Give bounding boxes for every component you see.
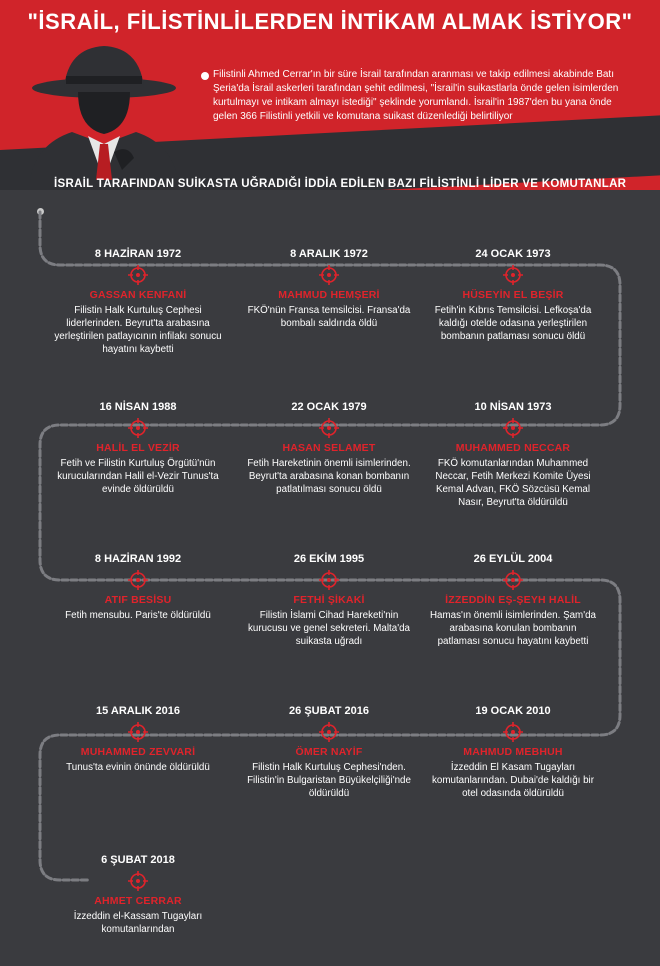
timeline-event <box>428 704 598 800</box>
event-name: İZZEDDİN EŞ-ŞEYH HALİL <box>445 594 581 606</box>
crosshair-icon <box>318 417 340 439</box>
event-description: Fetih mensubu. Paris'te öldürüldü <box>65 610 211 621</box>
event-date: 8 HAZİRAN 1992 <box>94 553 182 565</box>
timeline-event <box>244 552 414 648</box>
event-date: 26 EKİM 1995 <box>293 553 365 565</box>
event-name: ATIF BESİSU <box>104 594 172 606</box>
timeline-event <box>53 853 223 936</box>
event-name: AHMET CERRAR <box>94 895 182 907</box>
event-description: FKÖ komutanlarından Muhammed Neccar, Fetih Merkezi Komite Üyesi Kemal Advan, FKÖ Sözcüsü Kemal Nasır, Beyrut'ta öldürüldü <box>435 458 591 508</box>
event-name: MAHMUD MEBHUH <box>463 746 563 758</box>
timeline-event <box>53 400 223 496</box>
event-date: 19 OCAK 2010 <box>475 705 551 717</box>
page-title: "İSRAİL, FİLİSTİNLİLERDEN İNTİKAM ALMAK İSTİYOR" <box>27 9 633 34</box>
event-description: Filistin Halk Kurtuluş Cephesi'nden. Filistin'in Bulgaristan Büyükelçiliği'nde öldürüldü <box>247 762 411 799</box>
event-description: Fetih ve Filistin Kurtuluş Örgütü'nün kurucularından Halil el-Vezir Tunus'ta evinde öldürüldü <box>57 458 219 495</box>
crosshair-icon <box>502 264 524 286</box>
crosshair-icon <box>127 569 149 591</box>
intro-text: Filistinli Ahmed Cerrar'ın bir süre İsrail tarafından aranması ve takip edilmesi akabinde Batı Şeria'da İsrail askerleri tarafından şehit edilmesi, "İsrail'in suikastlarla önde gelen isimlerden kurtulmayı ve intikam almayı istediği" şeklinde yorumlandı. İsrail'in 1987'den bu yana önde gelen 366 Filistinli yetkili ve komutana suikast düzenlediği belirtiliyor <box>213 69 619 122</box>
timeline-event <box>244 400 414 496</box>
timeline-event <box>53 552 223 622</box>
crosshair-icon <box>502 569 524 591</box>
event-date: 16 NİSAN 1988 <box>99 401 177 413</box>
crosshair-icon <box>318 264 340 286</box>
timeline-event <box>53 247 223 356</box>
timeline-event <box>244 704 414 800</box>
event-description: Fetih Hareketinin önemli isimlerinden. Beyrut'ta arabasına konan bombanın patlatılması sonucu öldü <box>247 458 411 495</box>
crosshair-icon <box>502 417 524 439</box>
event-description: İzzeddin El Kasam Tugayları komutanlarından. Dubai'de kaldığı bir otel odasında öldürüldü <box>432 762 594 799</box>
event-date: 6 ŞUBAT 2018 <box>101 854 175 866</box>
crosshair-icon <box>502 721 524 743</box>
timeline-event <box>428 247 598 343</box>
event-name: HASAN SELAMET <box>282 442 376 454</box>
timeline-event <box>244 247 414 330</box>
event-date: 8 HAZİRAN 1972 <box>94 248 182 260</box>
event-description: FKÖ'nün Fransa temsilcisi. Fransa'da bombalı saldırıda öldü <box>247 305 411 329</box>
section-subtitle: İSRAİL TARAFINDAN SUİKASTA UĞRADIĞI İDDİA EDİLEN BAZI FİLİSTİNLİ LİDER VE KOMUTANLAR <box>54 178 627 190</box>
event-name: HALİL EL VEZİR <box>96 442 180 454</box>
event-name: MUHAMMED NECCAR <box>455 442 571 454</box>
crosshair-icon <box>127 417 149 439</box>
crosshair-icon <box>127 264 149 286</box>
event-date: 26 EYLÜL 2004 <box>473 553 553 565</box>
timeline-event <box>428 400 598 509</box>
event-name: ÖMER NAYİF <box>295 746 363 758</box>
event-name: GASSAN KENFANİ <box>89 289 187 301</box>
event-date: 15 ARALIK 2016 <box>96 705 180 717</box>
event-description: İzzeddin el-Kassam Tugayları komutanlarından <box>73 911 203 935</box>
event-description: Tunus'ta evinin önünde öldürüldü <box>66 762 210 773</box>
event-name: HÜSEYİN EL BEŞİR <box>462 289 564 301</box>
timeline-event <box>428 552 598 648</box>
crosshair-icon <box>318 721 340 743</box>
event-description: Hamas'ın önemli isimlerinden. Şam'da arabasına konulan bombanın patlaması sonucu hayatını kaybetti <box>429 610 596 647</box>
event-date: 8 ARALIK 1972 <box>290 248 368 260</box>
crosshair-icon <box>127 870 149 892</box>
timeline-event <box>53 704 223 774</box>
event-date: 24 OCAK 1973 <box>475 248 551 260</box>
event-name: MUHAMMED ZEVVARİ <box>80 746 196 758</box>
crosshair-icon <box>318 569 340 591</box>
event-description: Filistin İslami Cihad Hareketi'nin kurucusu ve genel sekreteri. Malta'da suikasta uğradı <box>248 610 410 647</box>
crosshair-icon <box>127 721 149 743</box>
event-description: Fetih'in Kıbrıs Temsilcisi. Lefkoşa'da kaldığı otelde odasına yerleştirilen bombanın patlaması sonucu öldü <box>434 305 592 342</box>
event-date: 22 OCAK 1979 <box>291 401 367 413</box>
event-date: 26 ŞUBAT 2016 <box>289 705 369 717</box>
event-description: Filistin Halk Kurtuluş Cephesi liderlerinden. Beyrut'ta arabasına yerleştirilen patlayıcının infilakı sonucu hayatını kaybetti <box>54 305 222 355</box>
event-date: 10 NİSAN 1973 <box>474 401 552 413</box>
event-name: MAHMUD HEMŞERİ <box>278 289 380 301</box>
event-name: FETHİ ŞİKAKİ <box>293 594 365 606</box>
